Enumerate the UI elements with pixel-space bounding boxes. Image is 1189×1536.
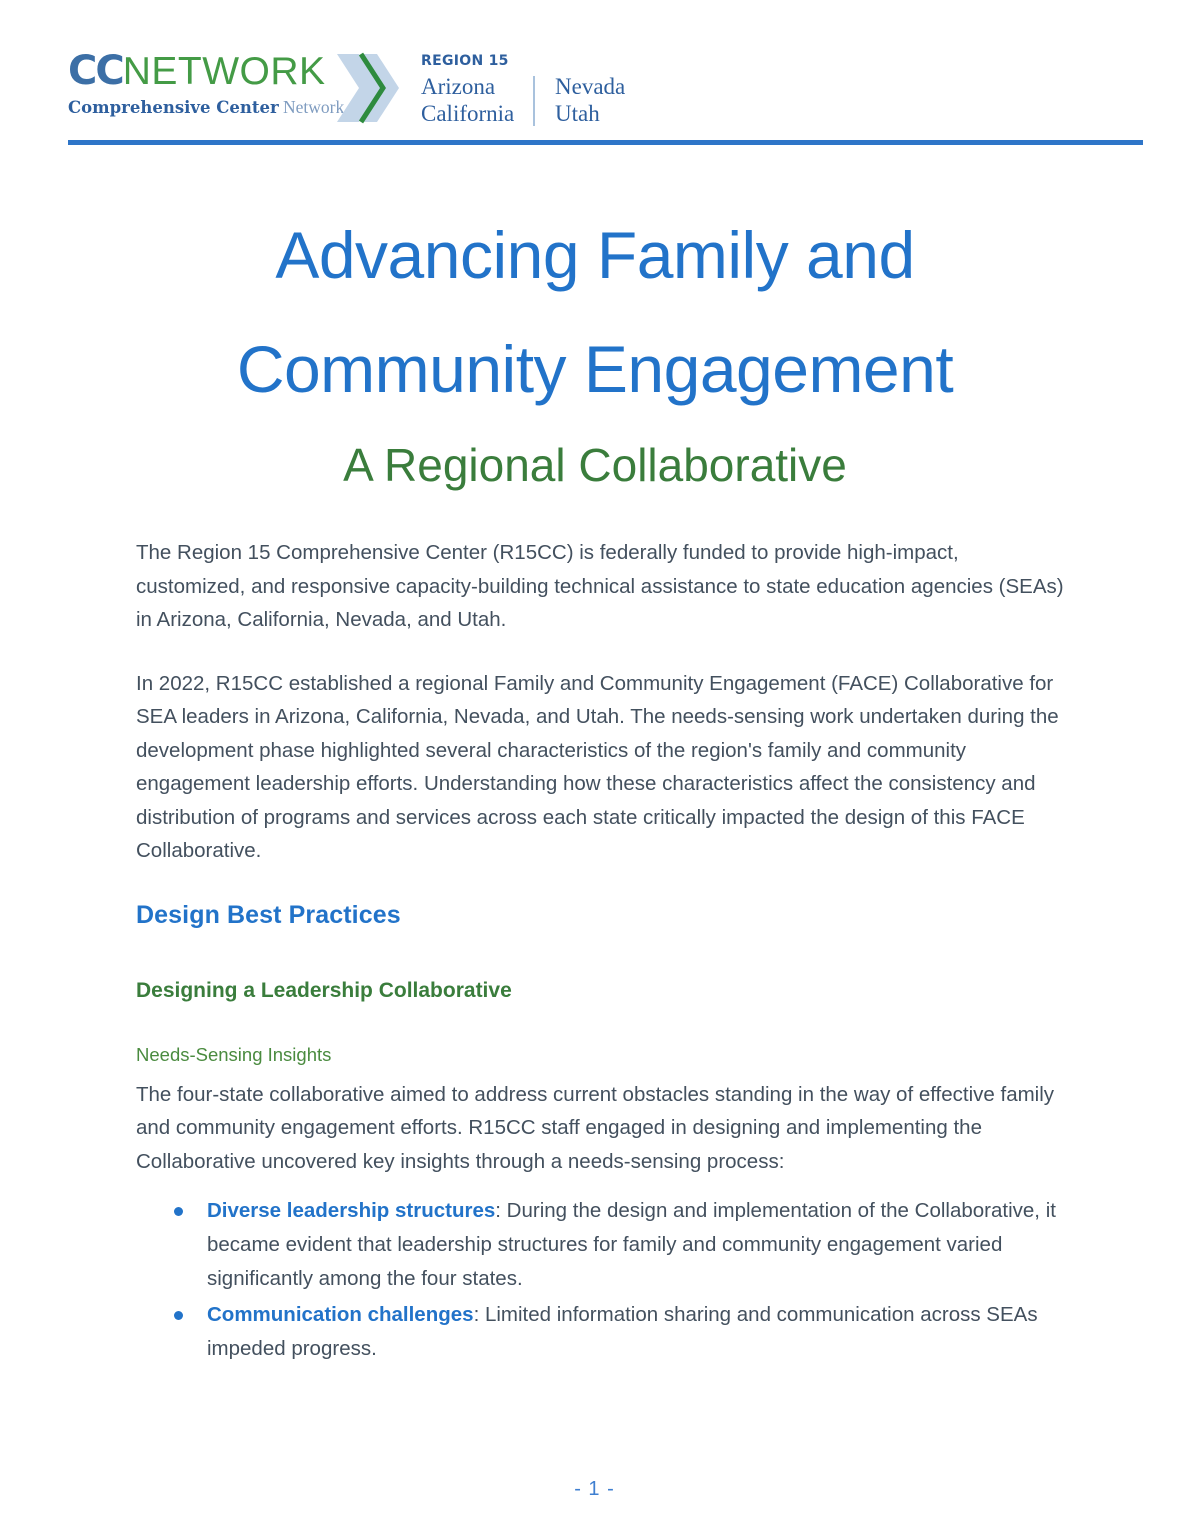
list-item bbox=[136, 1298, 1066, 1366]
subsection-heading-needs-sensing-insights: Needs-Sensing Insights bbox=[136, 1043, 332, 1065]
bullet-dot-icon bbox=[174, 1311, 183, 1320]
page-title bbox=[120, 198, 1070, 426]
state-california: California bbox=[421, 101, 515, 126]
page-number-footer: - 1 - bbox=[574, 1478, 615, 1500]
section-heading-design-best-practices: Design Best Practices bbox=[136, 900, 401, 929]
state-arizona: Arizona bbox=[421, 74, 496, 99]
document-body bbox=[136, 536, 1066, 1368]
list-item-lead-in: Communication challenges bbox=[207, 1303, 474, 1326]
list-item-lead-in: Diverse leadership structures bbox=[207, 1199, 496, 1222]
region-info bbox=[421, 44, 625, 127]
masthead bbox=[68, 44, 1143, 136]
state-nevada: Nevada bbox=[555, 74, 626, 99]
subsection-heading-designing-a-leadership-collaborative: Designing a Leadership Collaborative bbox=[136, 978, 512, 1002]
intro-paragraph-1: The Region 15 Comprehensive Center (R15CC) is federally funded to provide high-impact, customized, and responsive capacity-building technical assistance to state education agencies (SEAs) in Arizona, California, Nevada, and Utah. bbox=[136, 541, 1064, 631]
double-chevron-right-icon bbox=[337, 52, 399, 129]
needs-sensing-paragraph: The four-state collaborative aimed to address current obstacles standing in the way of effective family and community engagement efforts. R15CC staff engaged in designing and implementing the Collaborative uncovered key insights through a needs-sensing process: bbox=[136, 1082, 1055, 1173]
page-title-line-2: Community Engagement bbox=[236, 332, 954, 406]
page-title-line-1: Advancing Family and bbox=[275, 218, 915, 292]
list-item bbox=[136, 1194, 1066, 1296]
logo-wordmark bbox=[68, 48, 326, 94]
states-list bbox=[421, 73, 625, 127]
region-label: REGION 15 bbox=[421, 53, 509, 69]
states-column-left bbox=[421, 73, 533, 127]
state-utah: Utah bbox=[555, 101, 600, 126]
list-item-text: : Limited information sharing and communication across SEAs impeded progress. bbox=[207, 1303, 1038, 1360]
bullet-dot-icon bbox=[174, 1207, 183, 1216]
page-subtitle: A Regional Collaborative bbox=[343, 439, 847, 491]
masthead-divider-rule bbox=[68, 140, 1143, 145]
states-column-right bbox=[555, 73, 625, 127]
ccnetwork-logo bbox=[68, 44, 345, 118]
logo-tagline-bold: Comprehensive Center bbox=[68, 98, 279, 117]
list-item-text: : During the design and implementation of the Collaborative, it became evident that leadership structures for family and community engagement varied significantly among the four states. bbox=[207, 1199, 1056, 1290]
logo-network-text: NETWORK bbox=[122, 50, 326, 93]
logo-tagline bbox=[68, 97, 345, 118]
logo-tagline-light: Network bbox=[283, 97, 345, 117]
intro-paragraph-2: In 2022, R15CC established a regional Family and Community Engagement (FACE) Collaborative for SEA leaders in Arizona, California, Nevada, and Utah. The needs-sensing work undertaken during the development phase highlighted several characteristics of the region's family and community engagement leadership efforts. Understanding how these characteristics affect the consistency and distribution of programs and services across each state critically impacted the design of this FACE Collaborative. bbox=[136, 671, 1059, 862]
states-divider bbox=[533, 76, 535, 126]
needs-sensing-insights-list bbox=[136, 1194, 1066, 1366]
logo-cc-text: CC bbox=[68, 48, 123, 94]
